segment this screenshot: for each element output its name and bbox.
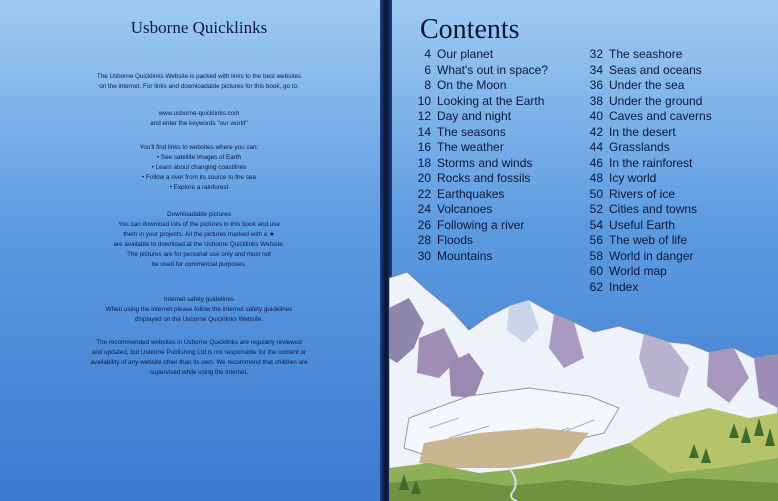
toc-page-number: 60	[589, 264, 603, 278]
link-item: • Learn about changing coastlines	[151, 164, 247, 171]
toc-entry[interactable]	[411, 233, 548, 249]
toc-entry[interactable]	[411, 78, 548, 94]
toc-label: Icy world	[609, 171, 657, 185]
toc-entry[interactable]	[411, 171, 548, 187]
safety-heading: Internet safety guidelines	[163, 296, 234, 303]
downloadable-line: You can download lots of the pictures in this book and use	[118, 221, 280, 228]
toc-label: World in danger	[609, 248, 694, 263]
toc-label: Rocks and fossils	[437, 171, 531, 185]
toc-label: Useful Earth	[609, 217, 676, 232]
toc-label: Following a river	[437, 217, 525, 232]
toc-page-number: 30	[417, 248, 431, 263]
mountain-illustration	[389, 268, 778, 501]
toc-page-number: 44	[589, 140, 603, 154]
toc-label: In the rainforest	[609, 155, 693, 170]
toc-entry[interactable]	[583, 202, 712, 218]
disclaimer	[0, 338, 398, 378]
toc-label: Caves and caverns	[609, 109, 712, 123]
toc-label: In the desert	[609, 124, 676, 139]
toc-entry[interactable]	[411, 63, 548, 79]
toc-label: Under the ground	[609, 93, 703, 108]
toc-entry[interactable]	[583, 171, 712, 187]
toc-entry[interactable]	[583, 109, 712, 125]
downloadable-line: be used for commercial purposes.	[151, 261, 247, 268]
toc-entry[interactable]	[411, 202, 548, 218]
downloadable-line: The pictures are for personal use only and must not	[127, 251, 271, 258]
quicklinks-list	[0, 143, 398, 193]
toc-page-number: 4	[424, 47, 431, 61]
toc-label: Our planet	[437, 47, 494, 61]
intro-line: on the internet. For links and downloadable pictures for this book, go to:	[99, 83, 299, 90]
toc-label: Grasslands	[609, 140, 670, 154]
toc-page-number: 36	[589, 78, 603, 92]
disclaimer-line: and updated, but Usborne Publishing Ltd is not responsible for the content or	[91, 349, 307, 356]
intro-line: The Usborne Quicklinks Website is packed with links to the best websites	[96, 73, 302, 80]
toc-entry[interactable]	[583, 156, 712, 172]
links-intro: You'll find links to websites where you can:	[139, 144, 259, 151]
toc-entry[interactable]	[411, 249, 548, 265]
toc-entry[interactable]	[583, 249, 712, 265]
toc-entry[interactable]	[411, 156, 548, 172]
toc-entry[interactable]	[583, 233, 712, 249]
toc-entry[interactable]	[583, 218, 712, 234]
toc-label: What's out in space?	[437, 62, 549, 77]
toc-page-number: 10	[417, 93, 431, 108]
toc-column-1	[411, 47, 548, 264]
toc-label: Earthquakes	[437, 186, 505, 201]
quicklinks-website	[0, 109, 398, 129]
toc-page-number: 50	[589, 186, 603, 201]
toc-page-number: 22	[417, 186, 431, 201]
toc-entry[interactable]	[411, 109, 548, 125]
downloadable-heading: Downloadable pictures	[167, 211, 231, 218]
toc-label: Cities and towns	[609, 202, 698, 216]
downloadable-line: are available to download at the Usborne Quicklinks Website.	[113, 241, 285, 248]
toc-page-number: 40	[589, 109, 603, 123]
toc-label: The weather	[437, 140, 504, 154]
contents-title: Contents	[420, 14, 520, 45]
toc-label: Volcanoes	[437, 202, 493, 216]
toc-entry[interactable]	[583, 280, 712, 296]
disclaimer-line: supervised while using the internet.	[149, 369, 249, 376]
toc-label: On the Moon	[437, 78, 507, 92]
toc-page-number: 54	[589, 217, 603, 232]
toc-entry[interactable]	[411, 94, 548, 110]
toc-page-number: 12	[417, 109, 431, 123]
quicklinks-intro	[0, 72, 398, 92]
toc-entry[interactable]	[411, 187, 548, 203]
toc-column-2	[583, 47, 712, 295]
toc-label: World map	[609, 264, 667, 278]
toc-label: The seasons	[437, 124, 506, 139]
website-keywords: and enter the keywords "our world"	[150, 120, 248, 127]
toc-label: Day and night	[437, 109, 512, 123]
safety-guidelines	[0, 295, 398, 325]
website-url[interactable]: www.usborne-quicklinks.com	[158, 110, 240, 117]
toc-entry[interactable]	[583, 94, 712, 110]
toc-label: Floods	[437, 233, 474, 247]
downloadable-line: them in your projects. All the pictures marked with a ★	[123, 231, 275, 238]
toc-label: Rivers of ice	[609, 186, 676, 201]
toc-page-number: 42	[589, 124, 603, 139]
toc-entry[interactable]	[583, 187, 712, 203]
toc-label: Looking at the Earth	[437, 93, 545, 108]
toc-label: Seas and oceans	[609, 62, 702, 77]
toc-page-number: 52	[589, 202, 603, 216]
disclaimer-line: The recommended websites in Usborne Quicklinks are regularly reviewed	[96, 339, 302, 346]
toc-page-number: 32	[589, 47, 603, 61]
toc-entry[interactable]	[411, 125, 548, 141]
quicklinks-title: Usborne Quicklinks	[130, 18, 268, 37]
toc-label: Storms and winds	[437, 155, 533, 170]
toc-entry[interactable]	[583, 264, 712, 280]
toc-page-number: 62	[589, 279, 603, 294]
toc-page-number: 16	[417, 140, 431, 154]
toc-page-number: 6	[424, 62, 431, 77]
safety-line: displayed on the Usborne Quicklinks Website.	[135, 316, 263, 323]
toc-entry[interactable]	[411, 140, 548, 156]
toc-page-number: 14	[417, 124, 431, 139]
toc-entry[interactable]	[583, 125, 712, 141]
toc-label: The web of life	[609, 233, 688, 247]
toc-page-number: 20	[417, 171, 431, 185]
toc-page-number: 34	[589, 62, 603, 77]
toc-page-number: 26	[417, 217, 431, 232]
disclaimer-line: availability of any website other than its own. We recommend that children are	[90, 359, 308, 366]
toc-label: Mountains	[437, 248, 493, 263]
toc-page-number: 8	[424, 78, 431, 92]
toc-entry[interactable]	[583, 140, 712, 156]
toc-page-number: 58	[589, 248, 603, 263]
toc-page-number: 46	[589, 155, 603, 170]
toc-page-number: 24	[417, 202, 431, 216]
toc-entry[interactable]	[411, 47, 548, 63]
toc-page-number: 48	[589, 171, 603, 185]
toc-entry[interactable]	[411, 218, 548, 234]
toc-label: The seashore	[609, 47, 683, 61]
link-item: • Explore a rainforest	[169, 184, 229, 191]
safety-line: When using the internet please follow the internet safety guidelines	[105, 306, 293, 313]
toc-label: Under the sea	[609, 78, 685, 92]
toc-entry[interactable]	[583, 63, 712, 79]
toc-page-number: 56	[589, 233, 603, 247]
toc-entry[interactable]	[583, 47, 712, 63]
toc-entry[interactable]	[583, 78, 712, 94]
toc-page-number: 38	[589, 93, 603, 108]
toc-label: Index	[609, 279, 639, 294]
link-item: • See satellite images of Earth	[156, 154, 242, 161]
downloadable-pictures	[0, 210, 398, 270]
link-item: • Follow a river from its source to the sea	[142, 174, 256, 181]
toc-page-number: 28	[417, 233, 431, 247]
toc-page-number: 18	[417, 155, 431, 170]
